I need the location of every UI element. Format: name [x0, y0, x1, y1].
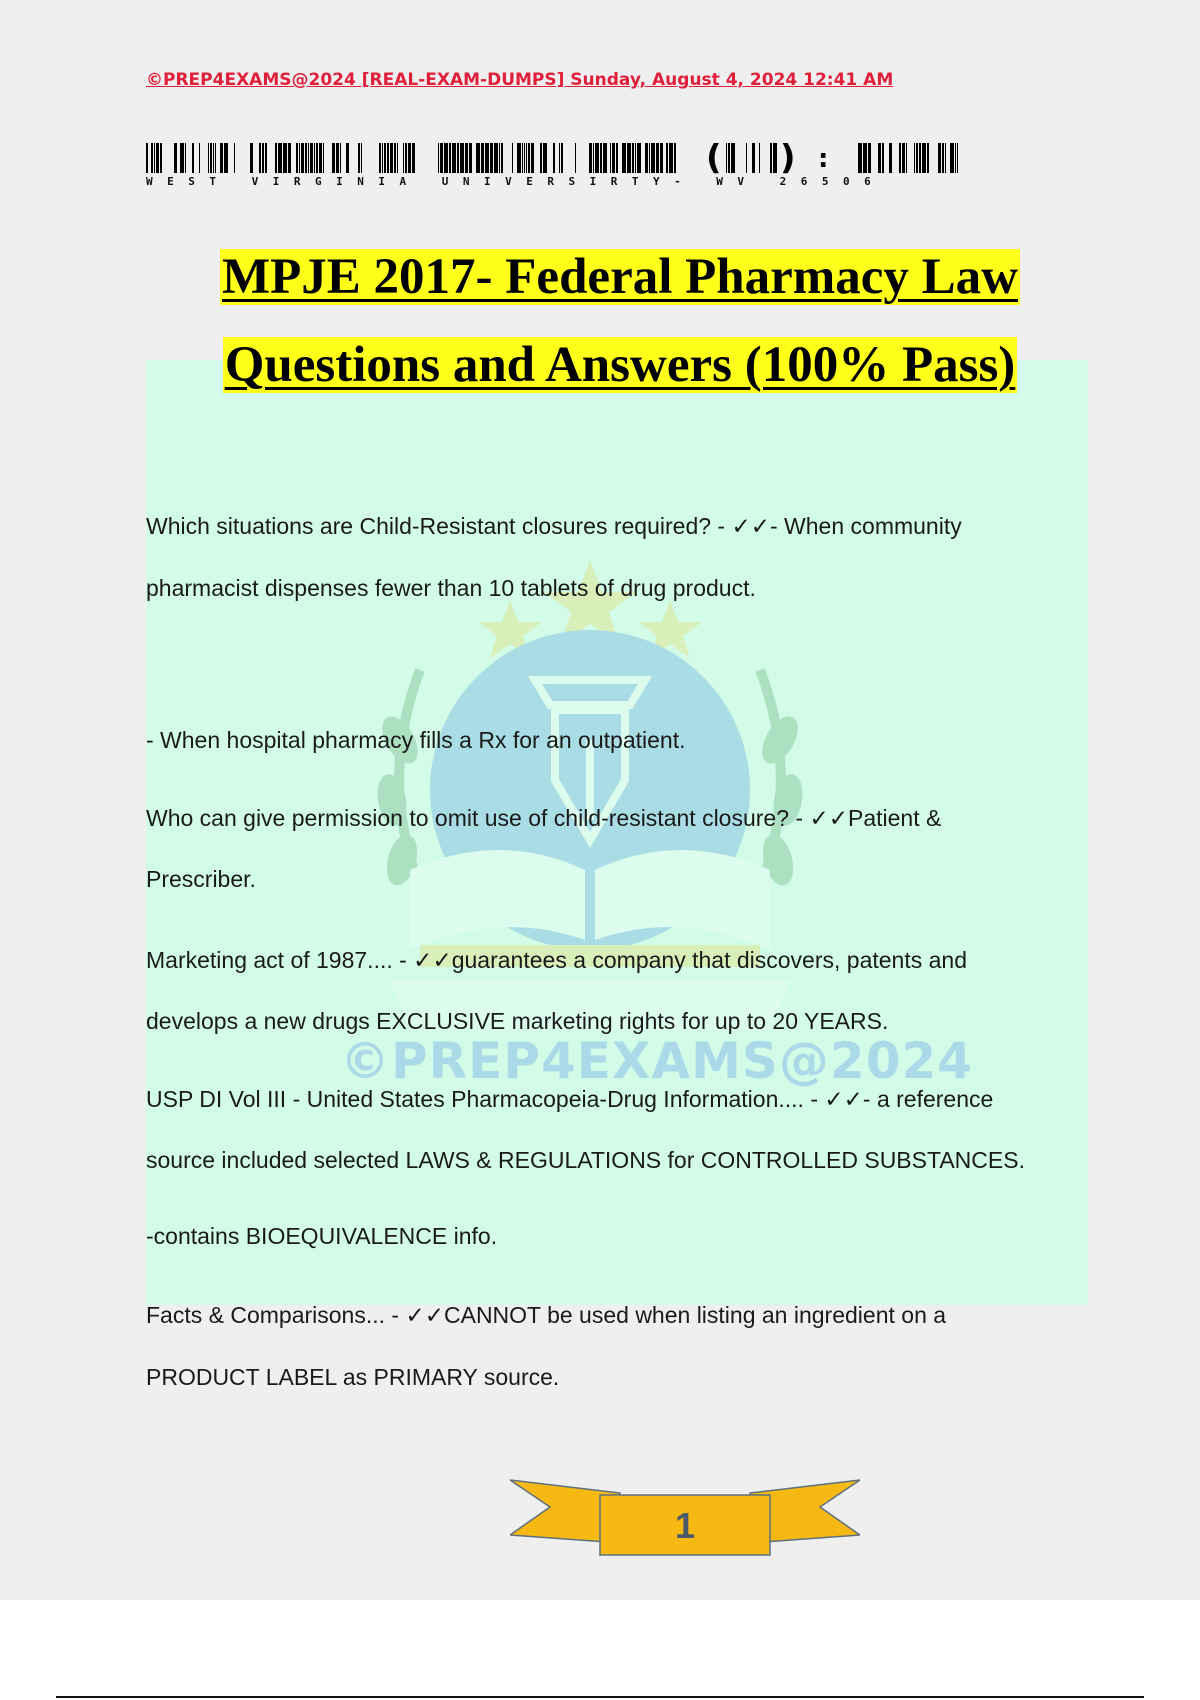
- svg-text::: :: [818, 144, 829, 174]
- watermark-text: ©PREP4EXAMS@2024: [340, 1032, 974, 1090]
- question-1-line-2: pharmacist dispenses fewer than 10 tablets of drug product.: [146, 575, 756, 601]
- question-3-line-2: develops a new drugs EXCLUSIVE marketing rights for up to 20 YEARS.: [146, 1008, 889, 1034]
- question-2-line-2: Prescriber.: [146, 866, 256, 892]
- question-2-line-1: Who can give permission to omit use of child-resistant closure? - ✓✓Patient &: [146, 805, 942, 831]
- question-1-line-3: - When hospital pharmacy fills a Rx for an outpatient.: [146, 727, 686, 753]
- barcode-caption: WEST VIRGINIA UNIVERSIRTY- WV 26506: [146, 175, 886, 188]
- question-4-line-2: source included selected LAWS & REGULATIONS for CONTROLLED SUBSTANCES.: [146, 1147, 1025, 1173]
- svg-text:): ): [780, 143, 796, 178]
- question-5-line-1: Facts & Comparisons... - ✓✓CANNOT be used when listing an ingredient on a: [146, 1302, 947, 1328]
- bottom-rule-divider: [56, 1696, 1144, 1698]
- question-4-line-1: USP DI Vol III - United States Pharmacopeia-Drug Information.... - ✓✓- a reference: [146, 1086, 994, 1112]
- document-title-line-1: MPJE 2017- Federal Pharmacy Law: [221, 249, 1018, 305]
- header-timestamp-line: ©PREP4EXAMS@2024 [REAL-EXAM-DUMPS] Sunday, August 4, 2024 12:41 AM: [146, 70, 894, 90]
- svg-text:(: (: [706, 143, 722, 178]
- question-4-line-3: -contains BIOEQUIVALENCE info.: [146, 1223, 498, 1249]
- question-1-line-1: Which situations are Child-Resistant closures required? - ✓✓- When community: [146, 513, 962, 539]
- question-5-line-2: PRODUCT LABEL as PRIMARY source.: [146, 1364, 560, 1390]
- document-title-line-2: Questions and Answers (100% Pass): [224, 337, 1016, 393]
- page-number: 1: [674, 1505, 696, 1546]
- question-3-line-1: Marketing act of 1987.... - ✓✓guarantees a company that discovers, patents and: [146, 947, 967, 973]
